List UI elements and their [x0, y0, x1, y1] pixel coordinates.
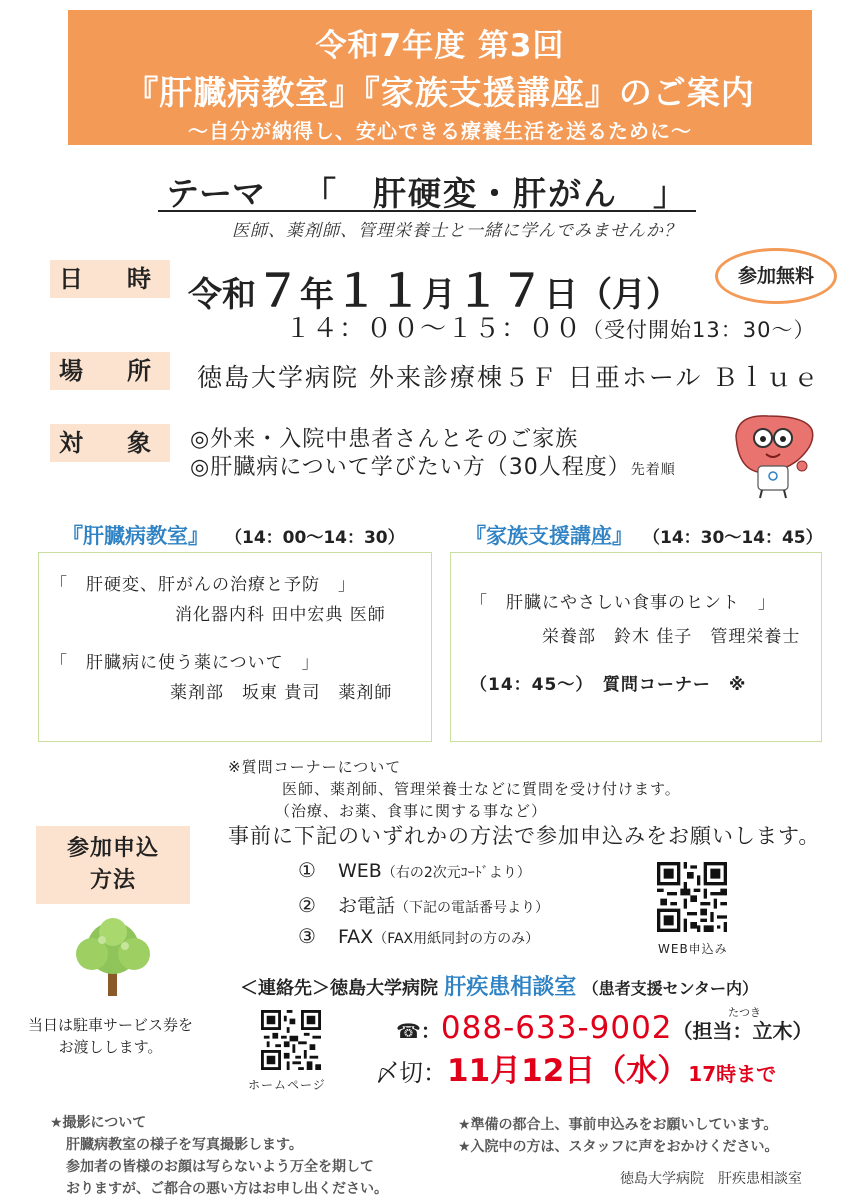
- theme-label: テーマ: [166, 174, 265, 213]
- method-web-num: ①: [298, 858, 316, 882]
- header-banner: [68, 10, 812, 145]
- contact-person-ruby: たつき: [728, 1006, 761, 1019]
- theme-title: 「 肝硬変・肝がん 」: [303, 174, 688, 213]
- session1-topic2: 「 肝臓病に使う薬について 」: [50, 653, 320, 673]
- contact-office: 肝疾患相談室: [444, 975, 577, 1000]
- date-month: １１: [334, 266, 422, 317]
- session1-title: 『肝臓病教室』: [62, 524, 209, 548]
- theme-subtitle: 医師、薬剤師、管理栄養士と一緒に学んでみませんか？: [232, 221, 682, 241]
- method-phone-name: お電話: [338, 895, 396, 917]
- photo-notice-line3: おりますが、ご都合の悪い方はお申し出ください。: [66, 1181, 388, 1197]
- target-line2-note: 先着順: [630, 462, 676, 478]
- deadline-time: 17時まで: [688, 1062, 777, 1086]
- session1-speaker1: 消化器内科 田中宏典 医師: [175, 605, 386, 625]
- header-title: 『肝臓病教室』『家族支援講座』のご案内: [125, 73, 755, 112]
- phone-icon: ☎：: [396, 1019, 441, 1043]
- date-year: ７: [256, 266, 300, 317]
- header-line1: 令和7年度 第3回: [315, 28, 565, 64]
- web-qr-caption: WEB申込み: [658, 942, 728, 956]
- theme-heading: [158, 160, 696, 212]
- qa-note-title: ※質問コーナーについて: [228, 758, 402, 776]
- contact-line: [240, 970, 758, 1001]
- method-phone: [298, 891, 549, 918]
- header-subtitle: ～自分が納得し、安心できる療養生活を送るために～: [188, 119, 692, 143]
- target-line2-text: ◎肝臓病について学びたい方（30人程度）: [190, 455, 631, 480]
- date-day-unit: 日: [544, 275, 578, 315]
- free-badge: 参加無料: [715, 248, 837, 304]
- web-qr-code-icon[interactable]: [657, 862, 727, 932]
- date-month-unit: 月: [422, 275, 456, 315]
- method-phone-note: （下記の電話番号より）: [395, 900, 550, 916]
- method-fax: [298, 924, 539, 948]
- footer-org: 徳島大学病院 肝疾患相談室: [620, 1171, 802, 1187]
- apply-label-line1: 参加申込: [66, 836, 159, 861]
- photo-notice-title: ★撮影について: [50, 1115, 147, 1131]
- session2-time: （14：30～14：45）: [643, 528, 823, 548]
- deadline-label: 〆切：: [375, 1059, 447, 1087]
- place-label: 場 所: [50, 352, 170, 390]
- photo-notice-line2: 参加者の皆様のお顔は写らないよう万全を期して: [66, 1159, 374, 1175]
- target-line2: [190, 450, 676, 481]
- phone-line: [396, 1010, 813, 1046]
- reception-time: （受付開始13：30～）: [582, 318, 816, 342]
- session2-title: 『家族支援講座』: [465, 524, 633, 548]
- qa-note-line2: （治療、お薬、食事に関する事など）: [275, 802, 548, 820]
- date-day: １７: [456, 266, 544, 317]
- time-range: １４：００～１５：００: [285, 314, 583, 344]
- session2-topic1: 「 肝臓にやさしい食事のヒント 」: [470, 593, 776, 613]
- qa-note-line1: 医師、薬剤師、管理栄養士などに質問を受け付けます。: [282, 780, 681, 798]
- session1-topic1: 「 肝硬変、肝がんの治療と予防 」: [50, 575, 356, 595]
- place-text: 徳島大学病院 外来診療棟５Ｆ 日亜ホール Ｂｌｕｅ: [197, 363, 821, 392]
- photo-notice: [50, 1112, 388, 1200]
- target-label: 対 象: [50, 424, 170, 462]
- contact-prefix: ＜連絡先＞徳島大学病院: [240, 978, 438, 999]
- deadline-date: 11月12日（水）: [447, 1053, 689, 1089]
- method-web-note: （右の2次元ｺｰﾄﾞより）: [381, 865, 531, 881]
- footer-notice: [458, 1114, 779, 1158]
- datetime-label: 日 時: [50, 260, 170, 298]
- photo-notice-line1: 肝臓病教室の様子を写真撮影します。: [66, 1137, 303, 1153]
- apply-label-line2: 方法: [89, 868, 136, 893]
- phone-number[interactable]: 088-633-9002: [440, 1010, 673, 1046]
- deadline-line: [375, 1045, 776, 1090]
- method-fax-name: FAX: [338, 926, 374, 948]
- session1-time: （14：00～14：30）: [225, 528, 405, 548]
- contact-suffix: （患者支援センター内）: [582, 979, 758, 998]
- contact-person: （担当：立木）: [672, 1019, 813, 1043]
- parking-line2: お渡しします。: [58, 1038, 163, 1056]
- homepage-qr-caption: ホームページ: [248, 1078, 326, 1092]
- parking-note: [28, 1014, 193, 1058]
- method-fax-note: （FAX用紙同封の方のみ）: [373, 931, 540, 947]
- date-year-unit: 年: [300, 275, 334, 315]
- method-web: [298, 858, 531, 882]
- parking-line1: 当日は駐車サービス券を: [28, 1016, 194, 1034]
- liver-mascot-icon: [728, 408, 818, 500]
- session1-speaker2: 薬剤部 坂東 貴司 薬剤師: [170, 683, 393, 703]
- session2-speaker1: 栄養部 鈴木 佳子 管理栄養士: [542, 627, 801, 647]
- apply-headline: 事前に下記のいずれかの方法で参加申込みをお願いします。: [228, 824, 821, 848]
- homepage-qr-code-icon[interactable]: [261, 1010, 321, 1070]
- session2-qa: （14：45～） 質問コーナー ※: [470, 675, 747, 695]
- target-line1: ◎外来・入院中患者さんとそのご家族: [190, 427, 579, 452]
- session2-panel: [450, 552, 822, 742]
- date-era: 令和: [188, 275, 256, 315]
- method-web-name: WEB: [338, 860, 382, 882]
- footer-notice2: ★入院中の方は、スタッフに声をおかけください。: [458, 1139, 779, 1155]
- event-time: [285, 308, 815, 345]
- date-weekday: （月）: [578, 275, 680, 315]
- method-phone-num: ②: [298, 893, 316, 917]
- footer-notice1: ★準備の都合上、事前申込みをお願いしています。: [458, 1117, 778, 1133]
- apply-label: [36, 826, 190, 904]
- method-fax-num: ③: [298, 924, 316, 948]
- tree-icon: [70, 918, 156, 998]
